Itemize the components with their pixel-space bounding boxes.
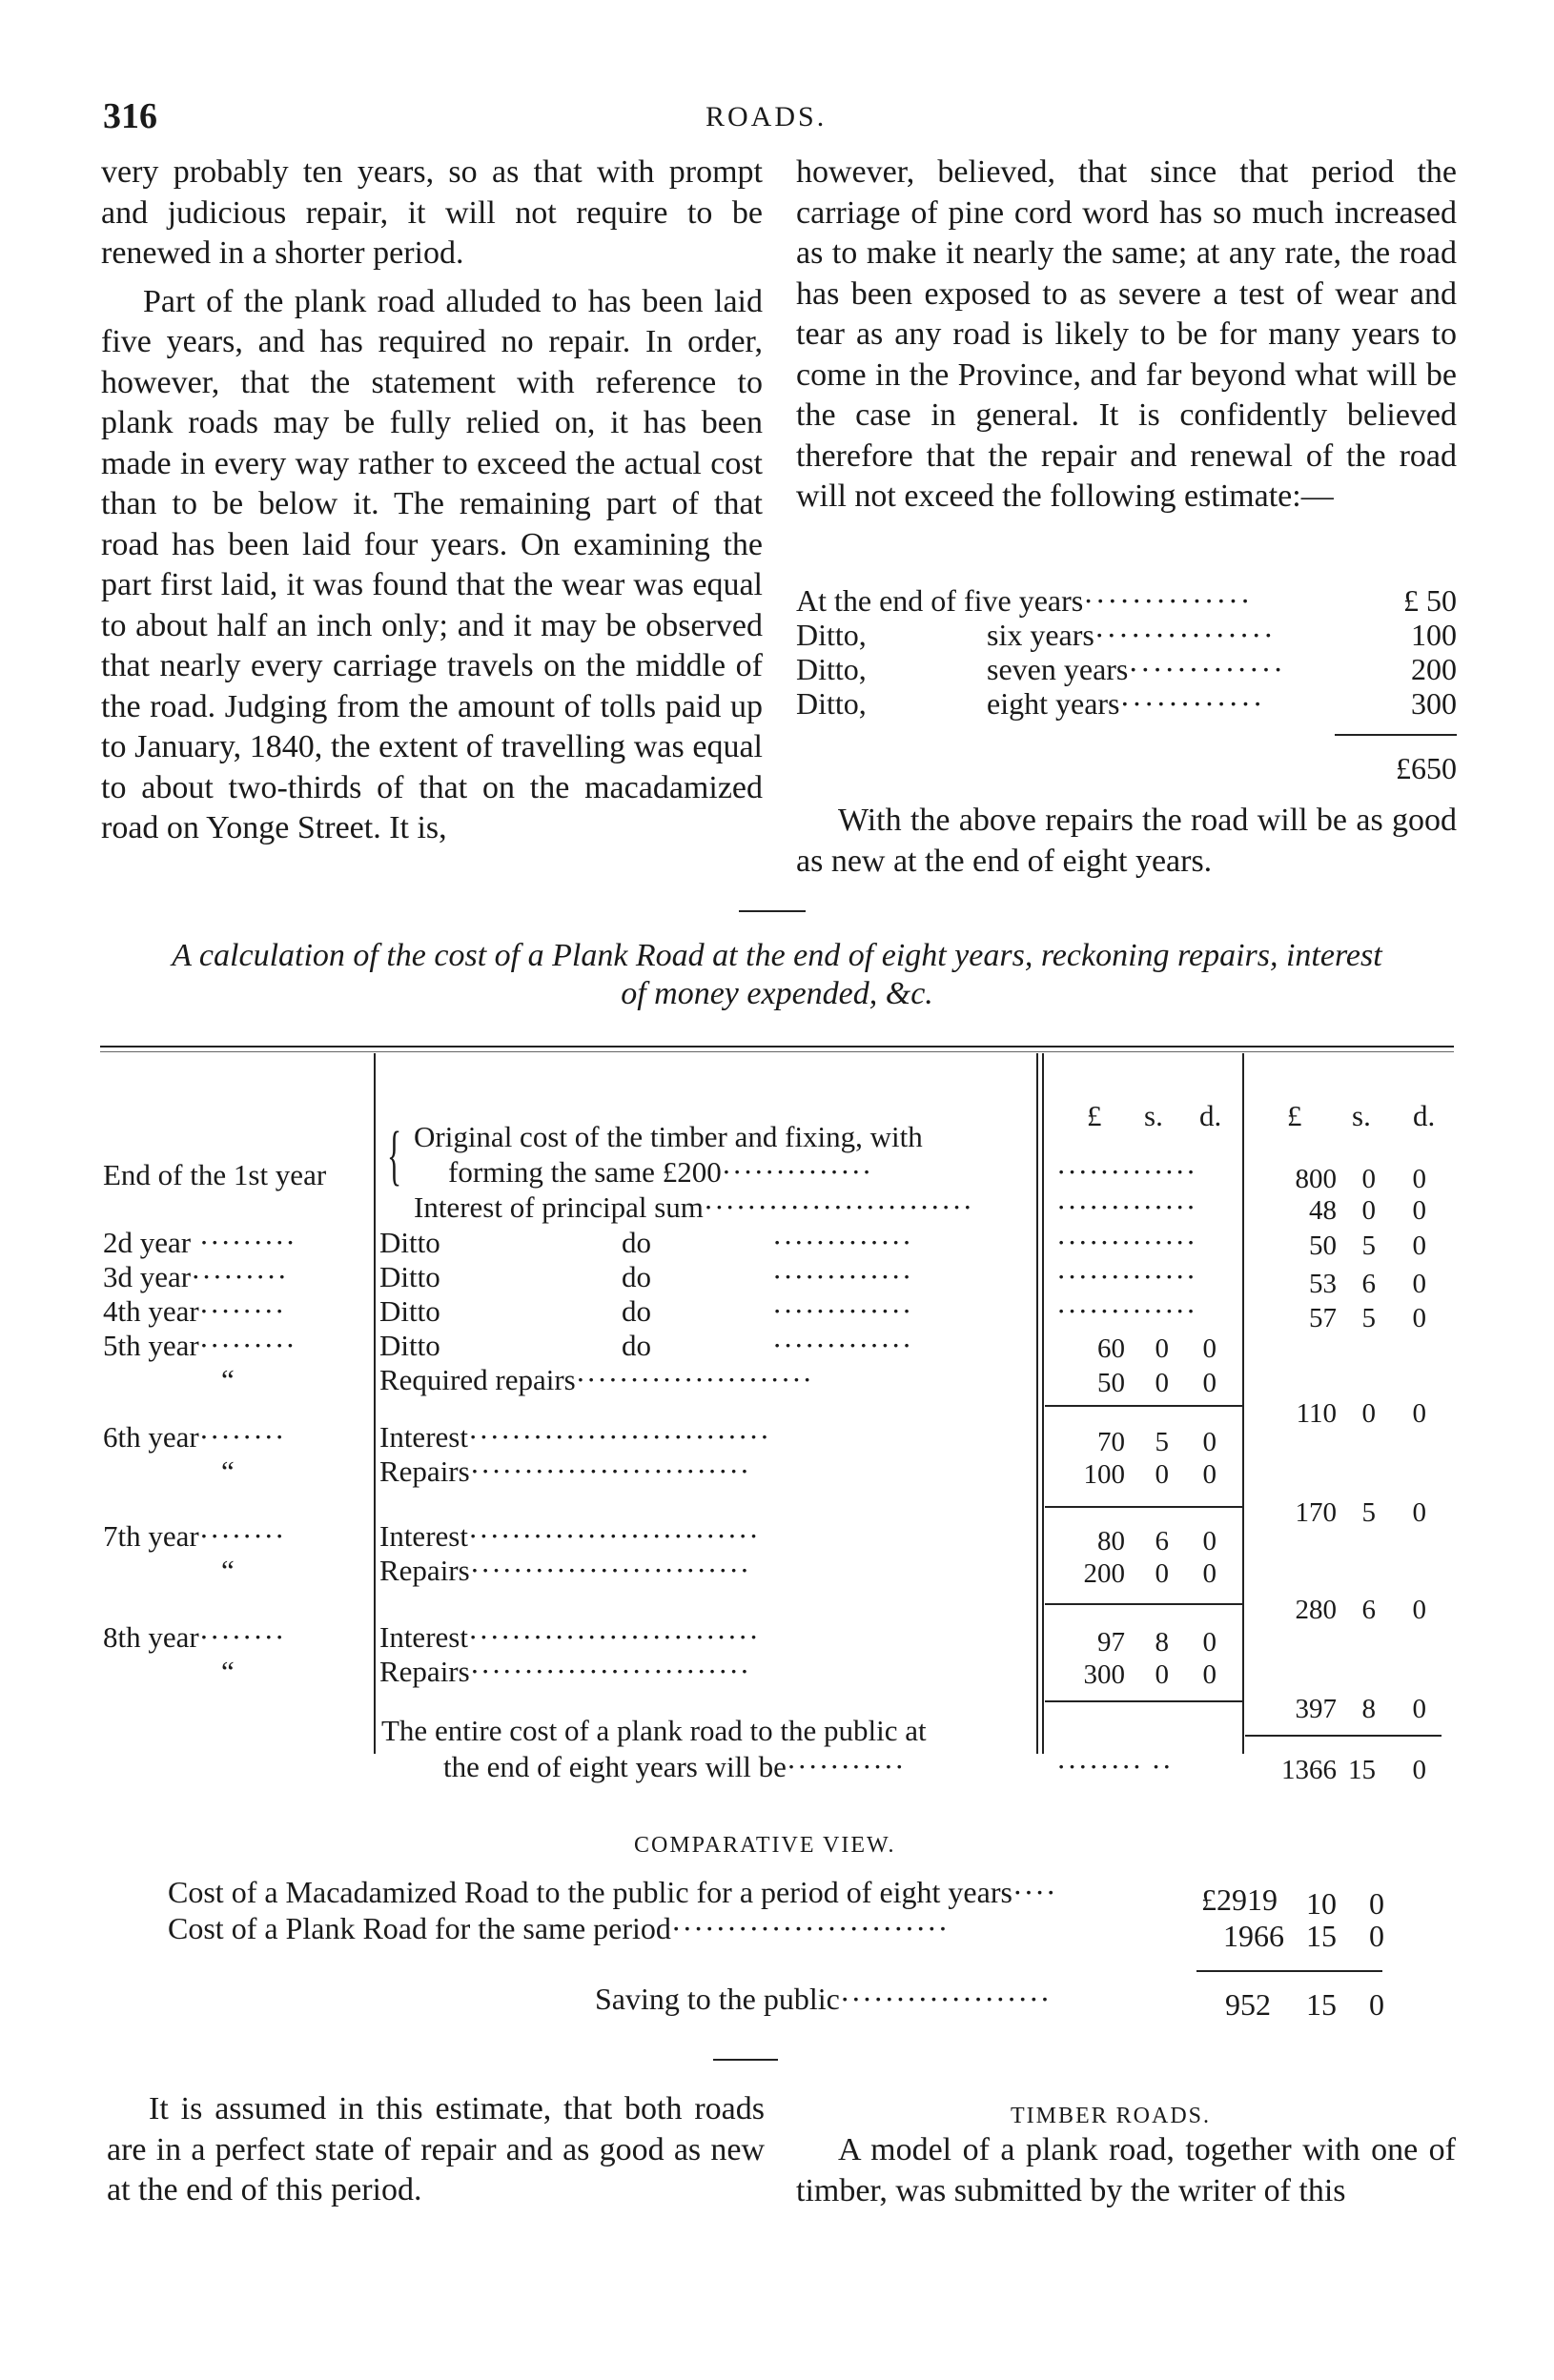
estimate-total: £650 (1396, 751, 1457, 785)
footer-left-block (107, 2089, 765, 2211)
value-pounds: 57 (1309, 1303, 1337, 1333)
comparative-line-2-pounds: 1966 (1223, 1919, 1284, 1953)
repair-estimate: At the end of five years·············· £ 50 Ditto, six years··············· 100 Ditto, seven years············· 200 Ditto, eight years············ 300 (796, 583, 1457, 721)
row-desc: Repairs (379, 1655, 470, 1688)
table-caption (95, 937, 1459, 1013)
row-label-year-8: 8th year (103, 1620, 199, 1654)
value-shillings: 0 (1155, 1659, 1169, 1690)
value-shillings: 8 (1361, 1694, 1376, 1724)
value-shillings: 5 (1155, 1427, 1169, 1457)
value-shillings: 0 (1155, 1368, 1169, 1398)
value-shillings: 0 (1155, 1459, 1169, 1490)
row-label: 2d year (103, 1226, 192, 1259)
col-a-shillings-header: s. (1144, 1099, 1163, 1132)
row-do: do (622, 1294, 651, 1328)
value-pence: 0 (1412, 1595, 1426, 1625)
value-pounds: 800 (1295, 1164, 1337, 1194)
estimate-label: Ditto, (796, 618, 867, 652)
table-vrule (1036, 1053, 1038, 1463)
estimate-value: 200 (1411, 652, 1457, 686)
table-vrule (1036, 1463, 1038, 1754)
saving-pence: 0 (1369, 1987, 1384, 2022)
value-pounds: 50 (1097, 1368, 1125, 1398)
row-label-year-6: 6th year (103, 1420, 199, 1454)
value-pence: 0 (1412, 1694, 1426, 1724)
right-paragraph-2: With the above repairs the road will be as good as new at the end of eight years. (796, 803, 1457, 879)
table-vrule (1042, 1463, 1044, 1754)
right-paragraph-1: however, believed, that since that period the carriage of pine cord word has so much increased as to make it nearly the same; at any rate, the road has been exposed to as severe a test of wear and tear as any road is likely to be for many years to come in the Province, and far beyond what will be the case in general. It is confidently believed therefore that the repair and renewal of the road will not exceed the following estimate:— (796, 154, 1457, 514)
section-rule (739, 910, 806, 912)
footer-right-block (796, 2130, 1456, 2211)
value-pounds: 110 (1296, 1398, 1337, 1429)
value-shillings: 0 (1361, 1195, 1376, 1226)
left-paragraph-2: Part of the plank road alluded to has been laid five years, and has required no repair. In order, however, that the statement with reference to plank roads may be fully relied on, it has been made in every way rather to exceed the actual cost than to be below it. The remaining part of that road has been laid four years. On examining the part first laid, it was found that the wear was equal to about half an inch only; and it may be observed that nearly every carriage travels on the middle of the road. Judging from the amount of tolls paid up to January, 1840, the extent of travelling was equal to about two-thirds of that on the macadamized road on Yonge Street. It is, (101, 283, 763, 845)
value-pence: 0 (1202, 1427, 1217, 1457)
value-pounds: 60 (1097, 1333, 1125, 1364)
value-pence: 0 (1202, 1368, 1217, 1398)
value-pence: 0 (1412, 1231, 1426, 1261)
grand-desc-1: The entire cost of a plank road to the public at (381, 1714, 927, 1747)
subtotal-rule (1045, 1506, 1243, 1508)
value-pounds: 170 (1295, 1497, 1337, 1528)
page-number: 316 (103, 96, 157, 136)
timber-roads-heading: TIMBER ROADS. (1011, 2104, 1212, 2128)
value-pounds: 97 (1097, 1627, 1125, 1658)
table-top-rule-2 (100, 1051, 1454, 1052)
value-pence: 0 (1412, 1497, 1426, 1528)
value-pounds: 70 (1097, 1427, 1125, 1457)
value-pounds: 300 (1083, 1659, 1125, 1690)
row-desc: Repairs (379, 1554, 470, 1587)
footer-right: A model of a plank road, together with one of timber, was submitted by the writer of this (796, 2132, 1456, 2208)
value-pounds: 50 (1309, 1231, 1337, 1261)
value-pence: 0 (1412, 1303, 1426, 1333)
right-paragraph-2-block (796, 801, 1457, 882)
value-pence: 0 (1202, 1659, 1217, 1690)
value-pence: 0 (1202, 1526, 1217, 1556)
estimate-label: Ditto, (796, 652, 867, 686)
section-rule (713, 2059, 778, 2061)
value-shillings: 6 (1361, 1595, 1376, 1625)
row-do: do (622, 1260, 651, 1293)
saving-label: Saving to the public (595, 1982, 840, 2016)
value-shillings: 0 (1155, 1333, 1169, 1364)
comparative-line-2-pence: 0 (1369, 1919, 1384, 1953)
empty-cell-dots: ············· (1056, 1155, 1197, 1189)
row-label-year-5: 5th year (103, 1329, 199, 1362)
ditto-mark: “ (221, 1454, 235, 1488)
col-a-pence-header: d. (1199, 1099, 1222, 1132)
estimate-mid: eight years (987, 686, 1120, 721)
subtotal-rule (1045, 1603, 1243, 1605)
table-vrule (1242, 1053, 1244, 1463)
row-desc: Interest (379, 1519, 468, 1553)
value-pence: 0 (1412, 1164, 1426, 1194)
col-b-pence-header: d. (1413, 1099, 1436, 1132)
value-pounds: 100 (1083, 1459, 1125, 1490)
value-pence: 0 (1202, 1558, 1217, 1589)
right-column (796, 153, 1457, 518)
saving-pounds: 952 (1225, 1987, 1271, 2022)
subtotal-rule (1045, 1405, 1243, 1407)
value-pounds: 397 (1295, 1694, 1337, 1724)
row-desc: Interest (379, 1420, 468, 1454)
comparative-line-2: Cost of a Plank Road for the same period (168, 1911, 671, 1945)
comparative-line-1: Cost of a Macadamized Road to the public for a period of eight years (168, 1875, 1012, 1909)
estimate-label: At the end of five years (796, 583, 1084, 618)
left-paragraph-1: very probably ten years, so as that with prompt and judicious repair, it will not require to be renewed in a shorter period. (101, 154, 763, 271)
row-desc: Ditto (379, 1226, 440, 1259)
col-a-pounds-header: £ (1087, 1099, 1102, 1132)
comparative-line-1-pence: 0 (1369, 1886, 1384, 1921)
table-vrule (1042, 1053, 1044, 1463)
estimate-mid: six years (987, 618, 1094, 652)
col-b-pounds-header: £ (1287, 1099, 1302, 1132)
subtotal-rule (1045, 1700, 1243, 1702)
footer-left: It is assumed in this estimate, that both roads are in a perfect state of repair and as good as new at the end of this period. (107, 2091, 765, 2207)
comparative-line-2-shillings: 15 (1306, 1919, 1337, 1953)
caption-line-1: A calculation of the cost of a Plank Road at the end of eight years, reckoning repairs, interest (172, 938, 1382, 973)
grand-total-pounds: 1366 (1281, 1755, 1337, 1785)
grand-total-pence: 0 (1412, 1755, 1426, 1785)
comparative-rule (1196, 1970, 1382, 1972)
value-pence: 0 (1202, 1333, 1217, 1364)
value-pounds: 80 (1097, 1526, 1125, 1556)
value-pence: 0 (1412, 1269, 1426, 1299)
row-desc: Ditto (379, 1329, 440, 1362)
estimate-value: 300 (1411, 686, 1457, 721)
first-year-desc-3: Interest of principal sum (414, 1190, 704, 1224)
comparative-line-1-shillings: 10 (1306, 1886, 1337, 1921)
ditto-mark: “ (221, 1554, 235, 1587)
estimate-value: £ 50 (1403, 583, 1457, 618)
value-shillings: 0 (1361, 1398, 1376, 1429)
table-vrule (374, 1053, 376, 1468)
table-top-rule (100, 1046, 1454, 1048)
brace: { (387, 1119, 402, 1192)
estimate-mid: seven years (987, 652, 1129, 686)
ditto-mark: “ (221, 1363, 235, 1396)
value-pounds: 53 (1309, 1269, 1337, 1299)
grand-total-shillings: 15 (1348, 1755, 1376, 1785)
row-desc: Ditto (379, 1260, 440, 1293)
ditto-mark: “ (221, 1655, 235, 1688)
first-year-desc-2: forming the same £200 (448, 1155, 722, 1189)
total-rule (1245, 1735, 1442, 1737)
running-title: ROADS. (705, 101, 828, 132)
value-pounds: 280 (1295, 1595, 1337, 1625)
row-label-year-7: 7th year (103, 1519, 199, 1553)
comparative-line-1-pounds: £2919 (1201, 1882, 1278, 1917)
value-shillings: 5 (1361, 1497, 1376, 1528)
grand-desc-2: the end of eight years will be (443, 1750, 787, 1783)
value-shillings: 8 (1155, 1627, 1169, 1658)
row-do: do (622, 1329, 651, 1362)
row-desc: Interest (379, 1620, 468, 1654)
value-shillings: 5 (1361, 1303, 1376, 1333)
row-label: 4th year (103, 1294, 199, 1328)
left-column (101, 153, 763, 849)
row-desc: Ditto (379, 1294, 440, 1328)
value-shillings: 6 (1155, 1526, 1169, 1556)
value-shillings: 5 (1361, 1231, 1376, 1261)
value-pence: 0 (1202, 1627, 1217, 1658)
row-label-year-1: End of the 1st year (103, 1158, 327, 1191)
value-shillings: 6 (1361, 1269, 1376, 1299)
value-pounds: 200 (1083, 1558, 1125, 1589)
row-do: do (622, 1226, 651, 1259)
value-shillings: 0 (1361, 1164, 1376, 1194)
table-vrule (374, 1463, 376, 1754)
value-pence: 0 (1412, 1398, 1426, 1429)
estimate-label: Ditto, (796, 686, 867, 721)
caption-line-2: of money expended, &c. (621, 976, 933, 1011)
first-year-desc-1: Original cost of the timber and fixing, with (414, 1120, 923, 1153)
row-desc: Required repairs (379, 1363, 576, 1396)
row-desc: Repairs (379, 1454, 470, 1488)
estimate-total-rule (1335, 734, 1457, 736)
empty-cell-dots: ············· (1056, 1190, 1197, 1224)
saving-shillings: 15 (1306, 1987, 1337, 2022)
value-pence: 0 (1412, 1195, 1426, 1226)
value-pence: 0 (1202, 1459, 1217, 1490)
value-shillings: 0 (1155, 1558, 1169, 1589)
estimate-value: 100 (1411, 618, 1457, 652)
comparative-heading: COMPARATIVE VIEW. (634, 1833, 896, 1858)
value-pounds: 48 (1309, 1195, 1337, 1226)
row-label: 3d year (103, 1260, 192, 1293)
col-b-shillings-header: s. (1352, 1099, 1371, 1132)
